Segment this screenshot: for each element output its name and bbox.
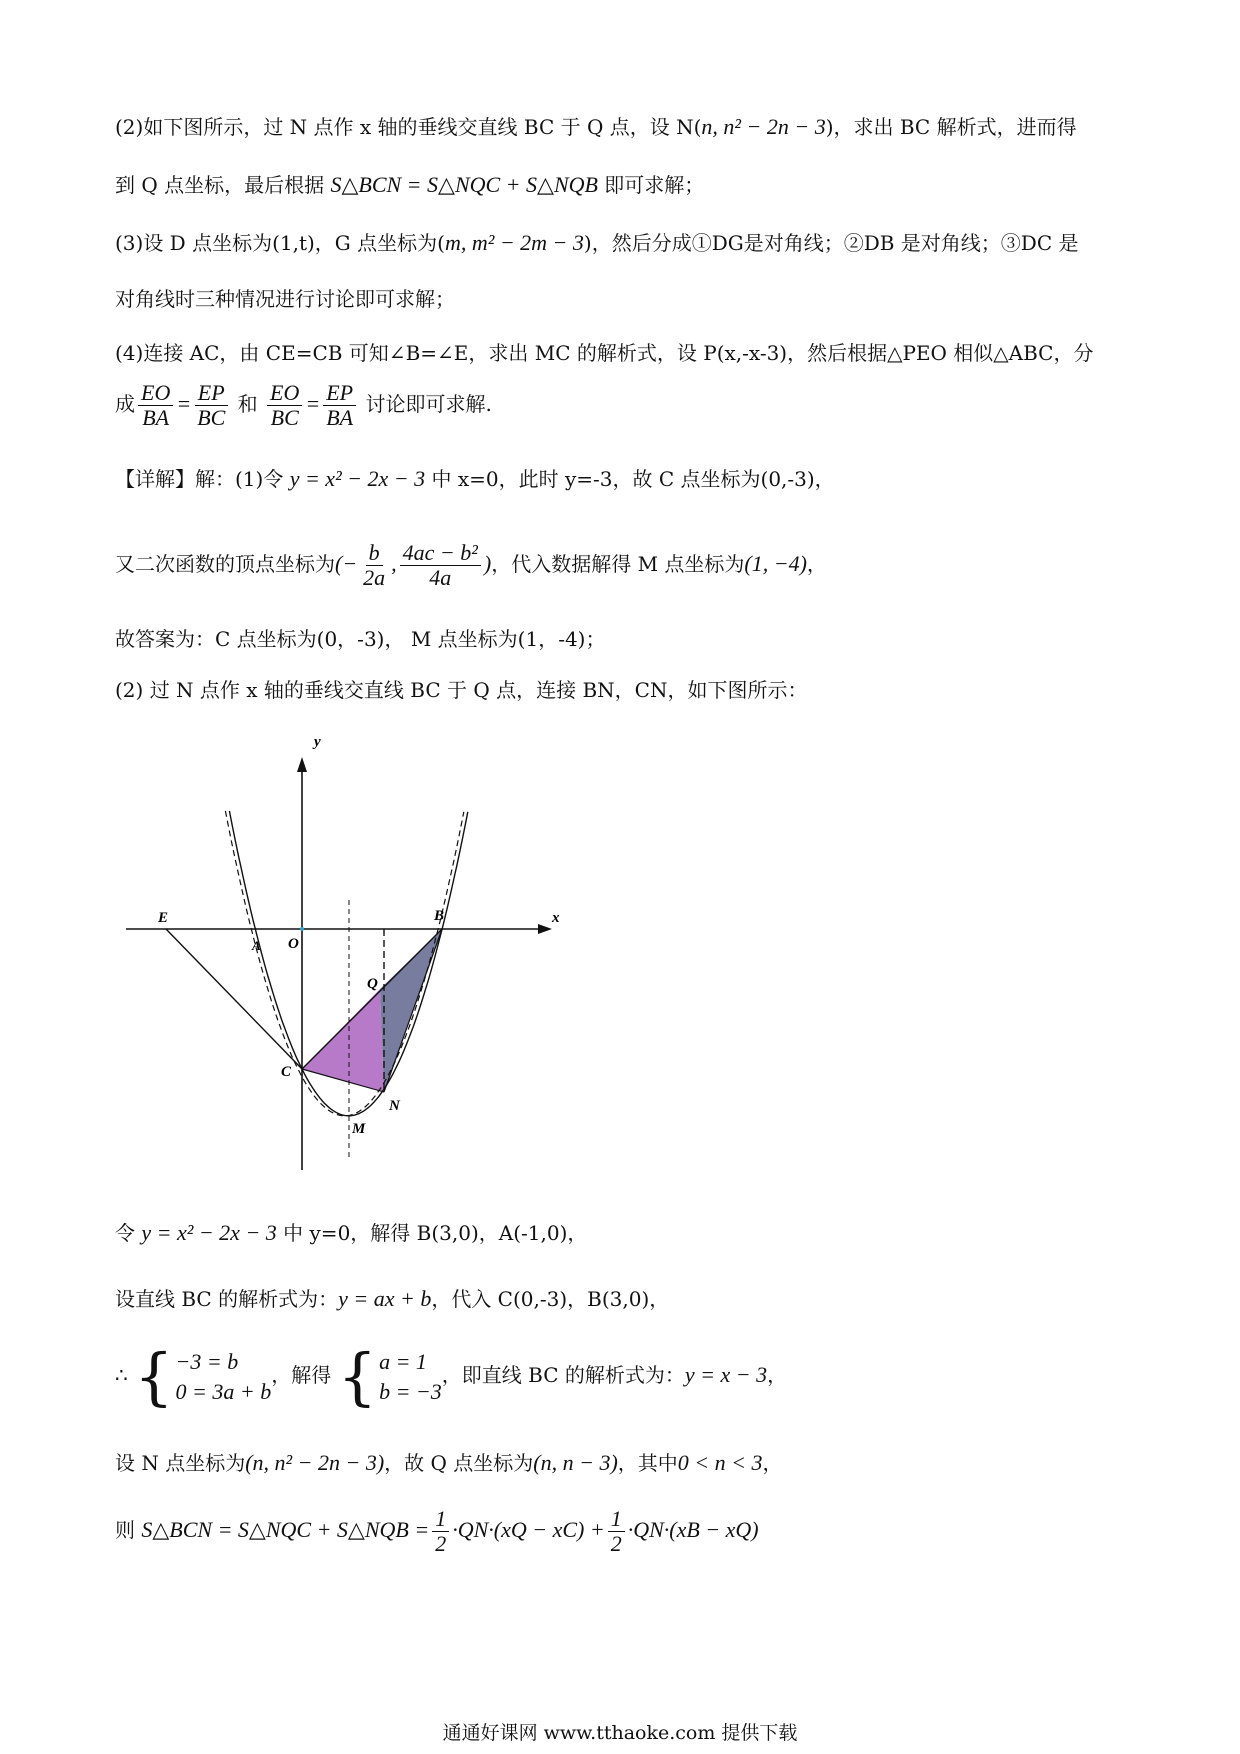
- label-x: x: [552, 910, 560, 926]
- page-footer: 通通好课网 www.tthaoke.com 提供下载: [442, 1722, 798, 1744]
- text: 设 N 点坐标为: [115, 1451, 246, 1475]
- text: ，代入 C(0,-3)，B(3,0)，: [431, 1287, 670, 1311]
- text: 即可求解；: [597, 173, 705, 197]
- part4-hint-line1: [115, 338, 1135, 368]
- fraction-ep-bc: $\frac{EP}{BC}$: [194, 381, 228, 430]
- text: ，解得: [271, 1363, 332, 1387]
- math-expr: n, n² − 2n − 3: [701, 114, 826, 139]
- equation-system: { −3 = b 0 = 3a + b: [134, 1339, 272, 1413]
- math-expr: y = ax + b: [338, 1286, 432, 1311]
- detail-line: [115, 464, 1135, 494]
- text: 中 x=0，此时 y=-3，故 C 点坐标为(0,-3)，: [425, 467, 835, 491]
- fraction-ep-ba: $\frac{EP}{BA}$: [323, 381, 356, 430]
- vertex-line: 又二次函数的顶点坐标为(− $\frac{b}{2a}$ , $\frac{\text{4ac − b²}}{4a}$ )，代入数据解得 M 点坐标为(1, −4)，: [115, 540, 827, 590]
- part3-hint-line2: [115, 284, 1135, 314]
- solution-system: { a = 1 b = −3: [337, 1339, 442, 1413]
- text: (2) 过 N 点作 x 轴的垂线交直线 BC 于 Q 点，连接 BN，CN，如下图所示：: [115, 678, 808, 702]
- parabola-figure: [120, 730, 570, 1180]
- text: 和: [231, 392, 265, 416]
- label-a: A: [252, 938, 261, 953]
- text: (3)设 D 点坐标为(1,t)，G 点坐标为(: [115, 231, 445, 255]
- fraction-vertex-y: $\frac{\text{4ac − b²}}{4a}$: [400, 541, 481, 590]
- label-b: B: [434, 908, 445, 924]
- math-expr: (n, n² − 2n − 3): [245, 1450, 385, 1475]
- part2-hint-line1: [115, 112, 1135, 142]
- set-n-line: [115, 1448, 1135, 1478]
- math-expr: 0 < n < 3: [677, 1450, 763, 1475]
- text: 则: [115, 1518, 142, 1542]
- label-q: Q: [367, 976, 378, 992]
- label-c: C: [281, 1064, 292, 1080]
- part2-intro-line: [115, 675, 1135, 705]
- text: ，代入数据解得 M 点坐标为: [491, 552, 745, 576]
- text: )，求出 BC 解析式，进而得: [825, 115, 1077, 139]
- text: 【详解】解：(1)令: [115, 467, 290, 491]
- text: 中 y=0，解得 B(3,0)，A(-1,0)，: [276, 1221, 588, 1245]
- origin-dot: [300, 927, 304, 931]
- area-line: [115, 1500, 1135, 1560]
- label-n: N: [389, 1098, 400, 1114]
- fraction-eo-ba: $\frac{EO}{BA}$: [138, 381, 173, 430]
- text: 讨论即可求解.: [359, 392, 492, 416]
- text: ，: [806, 552, 827, 576]
- system-line: [115, 1339, 1135, 1413]
- text: ，故 Q 点坐标为: [384, 1451, 534, 1475]
- text: (4)连接 AC，由 CE=CB 可知∠B=∠E，求出 MC 的解析式，设 P(x,-x-3)，然后根据△PEO 相似△ABC，分: [115, 341, 1094, 365]
- math-expr: m, m² − 2m − 3: [444, 230, 584, 255]
- part3-hint-line1: [115, 228, 1135, 258]
- fraction-one-half: $\frac{1}{2}$: [432, 1507, 449, 1556]
- text: ，其中: [617, 1451, 678, 1475]
- math-expr: S△BCN = S△NQC + S△NQB =: [141, 1517, 430, 1542]
- text: (2)如下图所示，过 N 点作 x 轴的垂线交直线 BC 于 Q 点，设 N(: [115, 115, 702, 139]
- part2-hint-line2: [115, 170, 1135, 200]
- label-e: E: [158, 910, 169, 926]
- solve-b-line: [115, 1218, 1135, 1248]
- line-bc-setup: [115, 1284, 1135, 1314]
- fraction-b-2a: $\frac{b}{2a}$: [363, 540, 386, 590]
- fraction-eo-bc: $\frac{EO}{BC}$: [267, 381, 302, 430]
- text: 成: [115, 392, 135, 416]
- x-axis-arrow-icon: [538, 924, 552, 934]
- text: ，: [767, 1363, 788, 1387]
- math-expr: y = x² − 2x − 3: [289, 466, 426, 491]
- part4-hint-line2: 成 $\frac{EO}{BA}$ = $\frac{EP}{BC}$ 和 $\frac{EO}{BC}$ = $\frac{EP}{BA}$ 讨论即可求解.: [115, 380, 492, 430]
- text: ，即直线 BC 的解析式为：: [441, 1363, 685, 1387]
- math-expr: (1, −4): [744, 551, 807, 576]
- line-ec: [166, 929, 302, 1069]
- triangle-cqn: [302, 989, 384, 1092]
- text: 对角线时三种情况进行讨论即可求解；: [115, 287, 455, 311]
- therefore-symbol: ∴: [115, 1363, 128, 1387]
- math-expr: ·QN·(xQ − xC) +: [452, 1517, 605, 1542]
- math-expr: y = x − 3: [684, 1362, 768, 1387]
- text: )，然后分成①DG是对角线；②DB 是对角线；③DC 是: [583, 231, 1079, 255]
- math-expr: S△BCN = S△NQC + S△NQB: [330, 172, 598, 197]
- math-expr: (n, n − 3): [533, 1450, 618, 1475]
- math-expr: ·QN·(xB − xQ): [627, 1517, 759, 1542]
- text: ，: [762, 1451, 783, 1475]
- answer1-line: [115, 624, 1135, 654]
- text: 设直线 BC 的解析式为：: [115, 1287, 339, 1311]
- math-expr: y = x² − 2x − 3: [141, 1220, 277, 1245]
- label-y: y: [314, 734, 321, 750]
- text: 故答案为：C 点坐标为(0，-3)， M 点坐标为(1，-4)；: [115, 627, 606, 651]
- y-axis-arrow-icon: [297, 757, 307, 772]
- text: 又二次函数的顶点坐标为: [115, 552, 335, 576]
- label-o: O: [288, 936, 299, 952]
- label-m: M: [352, 1121, 366, 1137]
- text: 令: [115, 1221, 142, 1245]
- text: 到 Q 点坐标，最后根据: [115, 173, 331, 197]
- fraction-one-half: $\frac{1}{2}$: [608, 1507, 625, 1556]
